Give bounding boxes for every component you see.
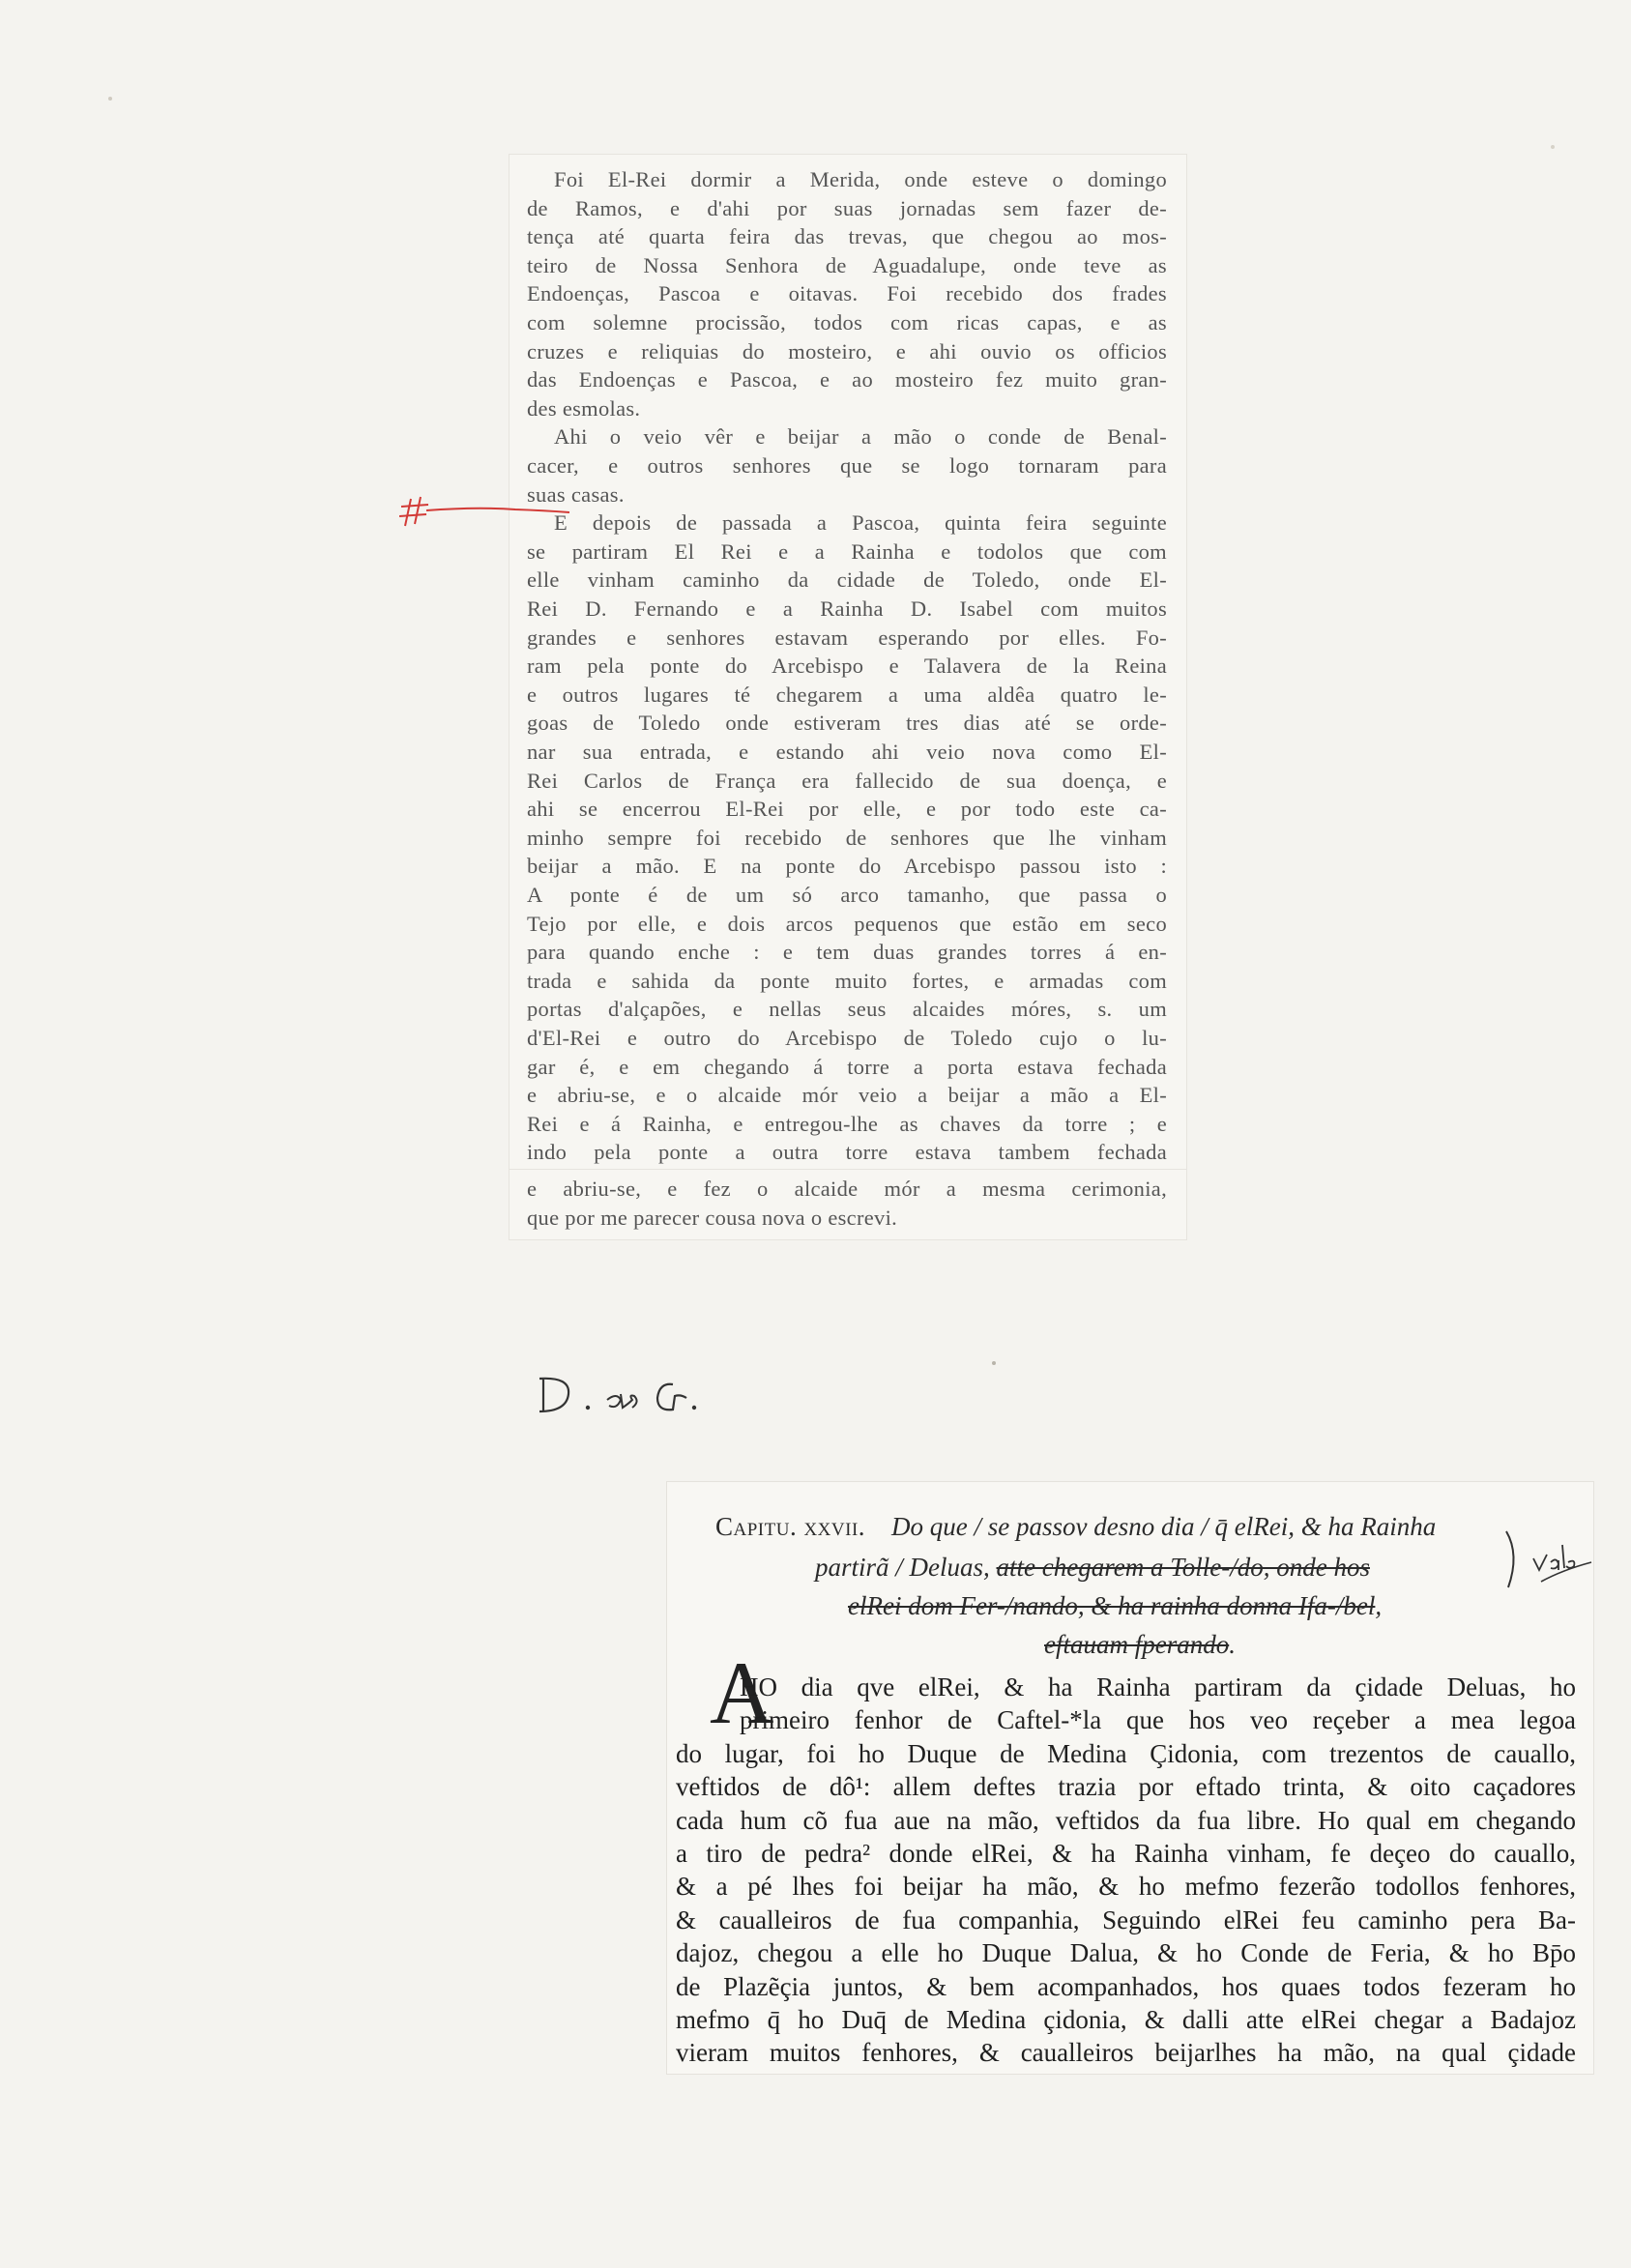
heading-line-3-comma: ,	[1375, 1591, 1383, 1620]
dust-speck	[108, 97, 112, 101]
upper-text-line: elle vinham caminho da cidade de Toledo, onde El-	[527, 567, 1167, 593]
signature-drawing	[532, 1365, 715, 1423]
upper-text-line: teiro de Nossa Senhora de Aguadalupe, onde teve as	[527, 252, 1167, 277]
heading-line-3-struck: elRei dom Fer-/nando, & ha rainha donna Ifa-/bel	[848, 1591, 1376, 1620]
heading-line-1: Do que / se passov desno dia / q̄ elRei, & ha Rainha	[891, 1512, 1437, 1541]
lower-text-line: primeiro fenhor de Caftel-*la que hos veo reçeber a mea legoa	[740, 1705, 1576, 1735]
lower-text-line: do lugar, foi ho Duque de Medina Çidonia, com trezentos de cauallo,	[676, 1738, 1576, 1768]
upper-text-line: gar é, e em chegando á torre a porta estava fechada	[527, 1054, 1167, 1079]
upper-clipping	[510, 155, 1186, 1170]
upper-text-line: d'El-Rei e outro do Arcebispo de Toledo cujo o lu-	[527, 1026, 1167, 1050]
upper-text-line: Rei D. Fernando e a Rainha D. Isabel com muitos	[527, 596, 1167, 621]
upper-text-line: de Ramos, e d'ahi por suas jornadas sem fazer de-	[527, 195, 1167, 220]
lower-clipping	[667, 1482, 1593, 2074]
upper-text-line: das Endoenças e Pascoa, e ao mosteiro fez muito gran-	[527, 367, 1167, 393]
lower-text-line: dajoz, chegou a elle ho Duque Dalua, & ho Conde de Feria, & ho Bp̄o	[676, 1938, 1576, 1968]
upper-text-line: Ahi o veio vêr e beijar a mão o conde de Benal-	[554, 424, 1167, 450]
lower-text-line: & caualleiros de fua companhia, Seguindo elRei feu caminho pera Ba-	[676, 1905, 1576, 1934]
upper-text-line: e outros lugares té chegarem a uma aldêa quatro le-	[527, 682, 1167, 707]
upper-text-line: A ponte é de um só arco tamanho, que passa o	[527, 883, 1167, 907]
upper-tail-line: e abriu-se, e fez o alcaide mór a mesma cerimonia,	[527, 1177, 1167, 1201]
upper-text-line: Rei Carlos de França era fallecido de sua doença, e	[527, 768, 1167, 793]
upper-text-line: ram pela ponte do Arcebispo e Talavera de la Reina	[527, 654, 1167, 679]
upper-text-line: se partiram El Rei e a Rainha e todolos que com	[527, 538, 1167, 564]
heading-line-2-kept: partirã / Deluas,	[815, 1553, 990, 1582]
upper-text-line: Endoenças, Pascoa e oitavas. Foi recebido dos frades	[527, 281, 1167, 306]
upper-text-line: e abriu-se, e o alcaide mór veio a beijar a mão a El-	[527, 1083, 1167, 1108]
upper-text-line: grandes e senhores estavam esperando por elles. Fo-	[527, 625, 1167, 650]
heading-line-4-struck: eftauam fperando	[1044, 1630, 1230, 1659]
upper-text-line: tença até quarta feira das trevas, que chegou ao mos-	[527, 224, 1167, 249]
lower-text-line: vieram muitos fenhores, & caualleiros beijarlhes ha mão, na qual çidade	[676, 2038, 1576, 2068]
upper-text-line: goas de Toledo onde estiveram tres dias até se orde-	[527, 711, 1167, 736]
upper-text-line: para quando enche : e tem duas grandes torres á en-	[527, 940, 1167, 965]
dust-speck	[992, 1361, 996, 1365]
upper-text-line: suas casas.	[527, 481, 625, 507]
heading-line-4-end: .	[1229, 1630, 1236, 1659]
upper-clipping-tail	[510, 1170, 1186, 1239]
upper-text-line: des esmolas.	[527, 395, 641, 421]
upper-text-line: portas d'alçapões, e nellas seus alcaides móres, s. um	[527, 997, 1167, 1022]
lower-text-line: de Plazẽçia juntos, & bem acompanhados, hos quaes todos fezeram ho	[676, 1971, 1576, 2001]
upper-text-line: cruzes e reliquias do mosteiro, e ahi ouvio os officios	[527, 338, 1167, 363]
upper-tail-line: que por me parecer cousa nova o escrevi.	[527, 1206, 898, 1230]
upper-text-line: cacer, e outros senhores que se logo tornaram para	[527, 453, 1167, 478]
upper-text-line: beijar a mão. E na ponte do Arcebispo passou isto :	[527, 854, 1167, 879]
red-margin-mark	[399, 483, 573, 541]
upper-text-line: com solemne procissão, todos com ricas capas, e as	[527, 310, 1167, 334]
lower-text-line: veftidos de dô¹: allem deftes trazia por eftado trinta, & oito caçadores	[676, 1772, 1576, 1802]
upper-text-line: minho sempre foi recebido de senhores que lhe vinham	[527, 825, 1167, 850]
handwritten-signature	[532, 1365, 715, 1423]
upper-text-line: nar sua entrada, e estando ahi veio nova como El-	[527, 740, 1167, 764]
drop-cap: A	[710, 1643, 774, 1742]
vale-handwriting	[1499, 1526, 1605, 1593]
lower-text-line: a tiro de pedra² donde elRei, & ha Rainha vinham, fe deçeo do cauallo,	[676, 1839, 1576, 1868]
dust-speck	[1551, 145, 1555, 149]
lower-text-line: HO dia qve elRei, & ha Rainha partiram da çidade Deluas, ho	[740, 1672, 1576, 1701]
upper-text-line: ahi se encerrou El-Rei por elle, e por todo este ca-	[527, 797, 1167, 822]
upper-text-line: E depois de passada a Pascoa, quinta feira seguinte	[554, 510, 1167, 536]
upper-text-line: Tejo por elle, e dois arcos pequenos que estão em seco	[527, 911, 1167, 936]
margin-note-vale	[1499, 1526, 1605, 1593]
upper-text-line: indo pela ponte a outra torre estava tambem fechada	[527, 1140, 1167, 1165]
lower-text-line: mefmo q̄ ho Duq̄ de Medina çidonia, & dalli atte elRei chegar a Badajoz	[676, 2005, 1576, 2034]
upper-text-line: Rei e á Rainha, e entregou-lhe as chaves da torre ; e	[527, 1111, 1167, 1136]
lower-text-line: cada hum cõ fua aue na mão, veftidos da fua libre. Ho qual em chegando	[676, 1805, 1576, 1835]
heading-line-2-struck: atte chegarem a Tolle-/do, onde hos	[996, 1553, 1370, 1582]
upper-text-line: trada e sahida da ponte muito fortes, e armadas com	[527, 968, 1167, 993]
upper-text-line: Foi El-Rei dormir a Merida, onde esteve o domingo	[554, 167, 1167, 191]
lower-text-line: & a pé lhes foi beijar ha mão, & ho mefmo fezerão todollos fenhores,	[676, 1872, 1576, 1902]
hash-mark-icon	[399, 483, 573, 541]
chapter-caption: Capitu. xxvii.	[715, 1512, 866, 1541]
